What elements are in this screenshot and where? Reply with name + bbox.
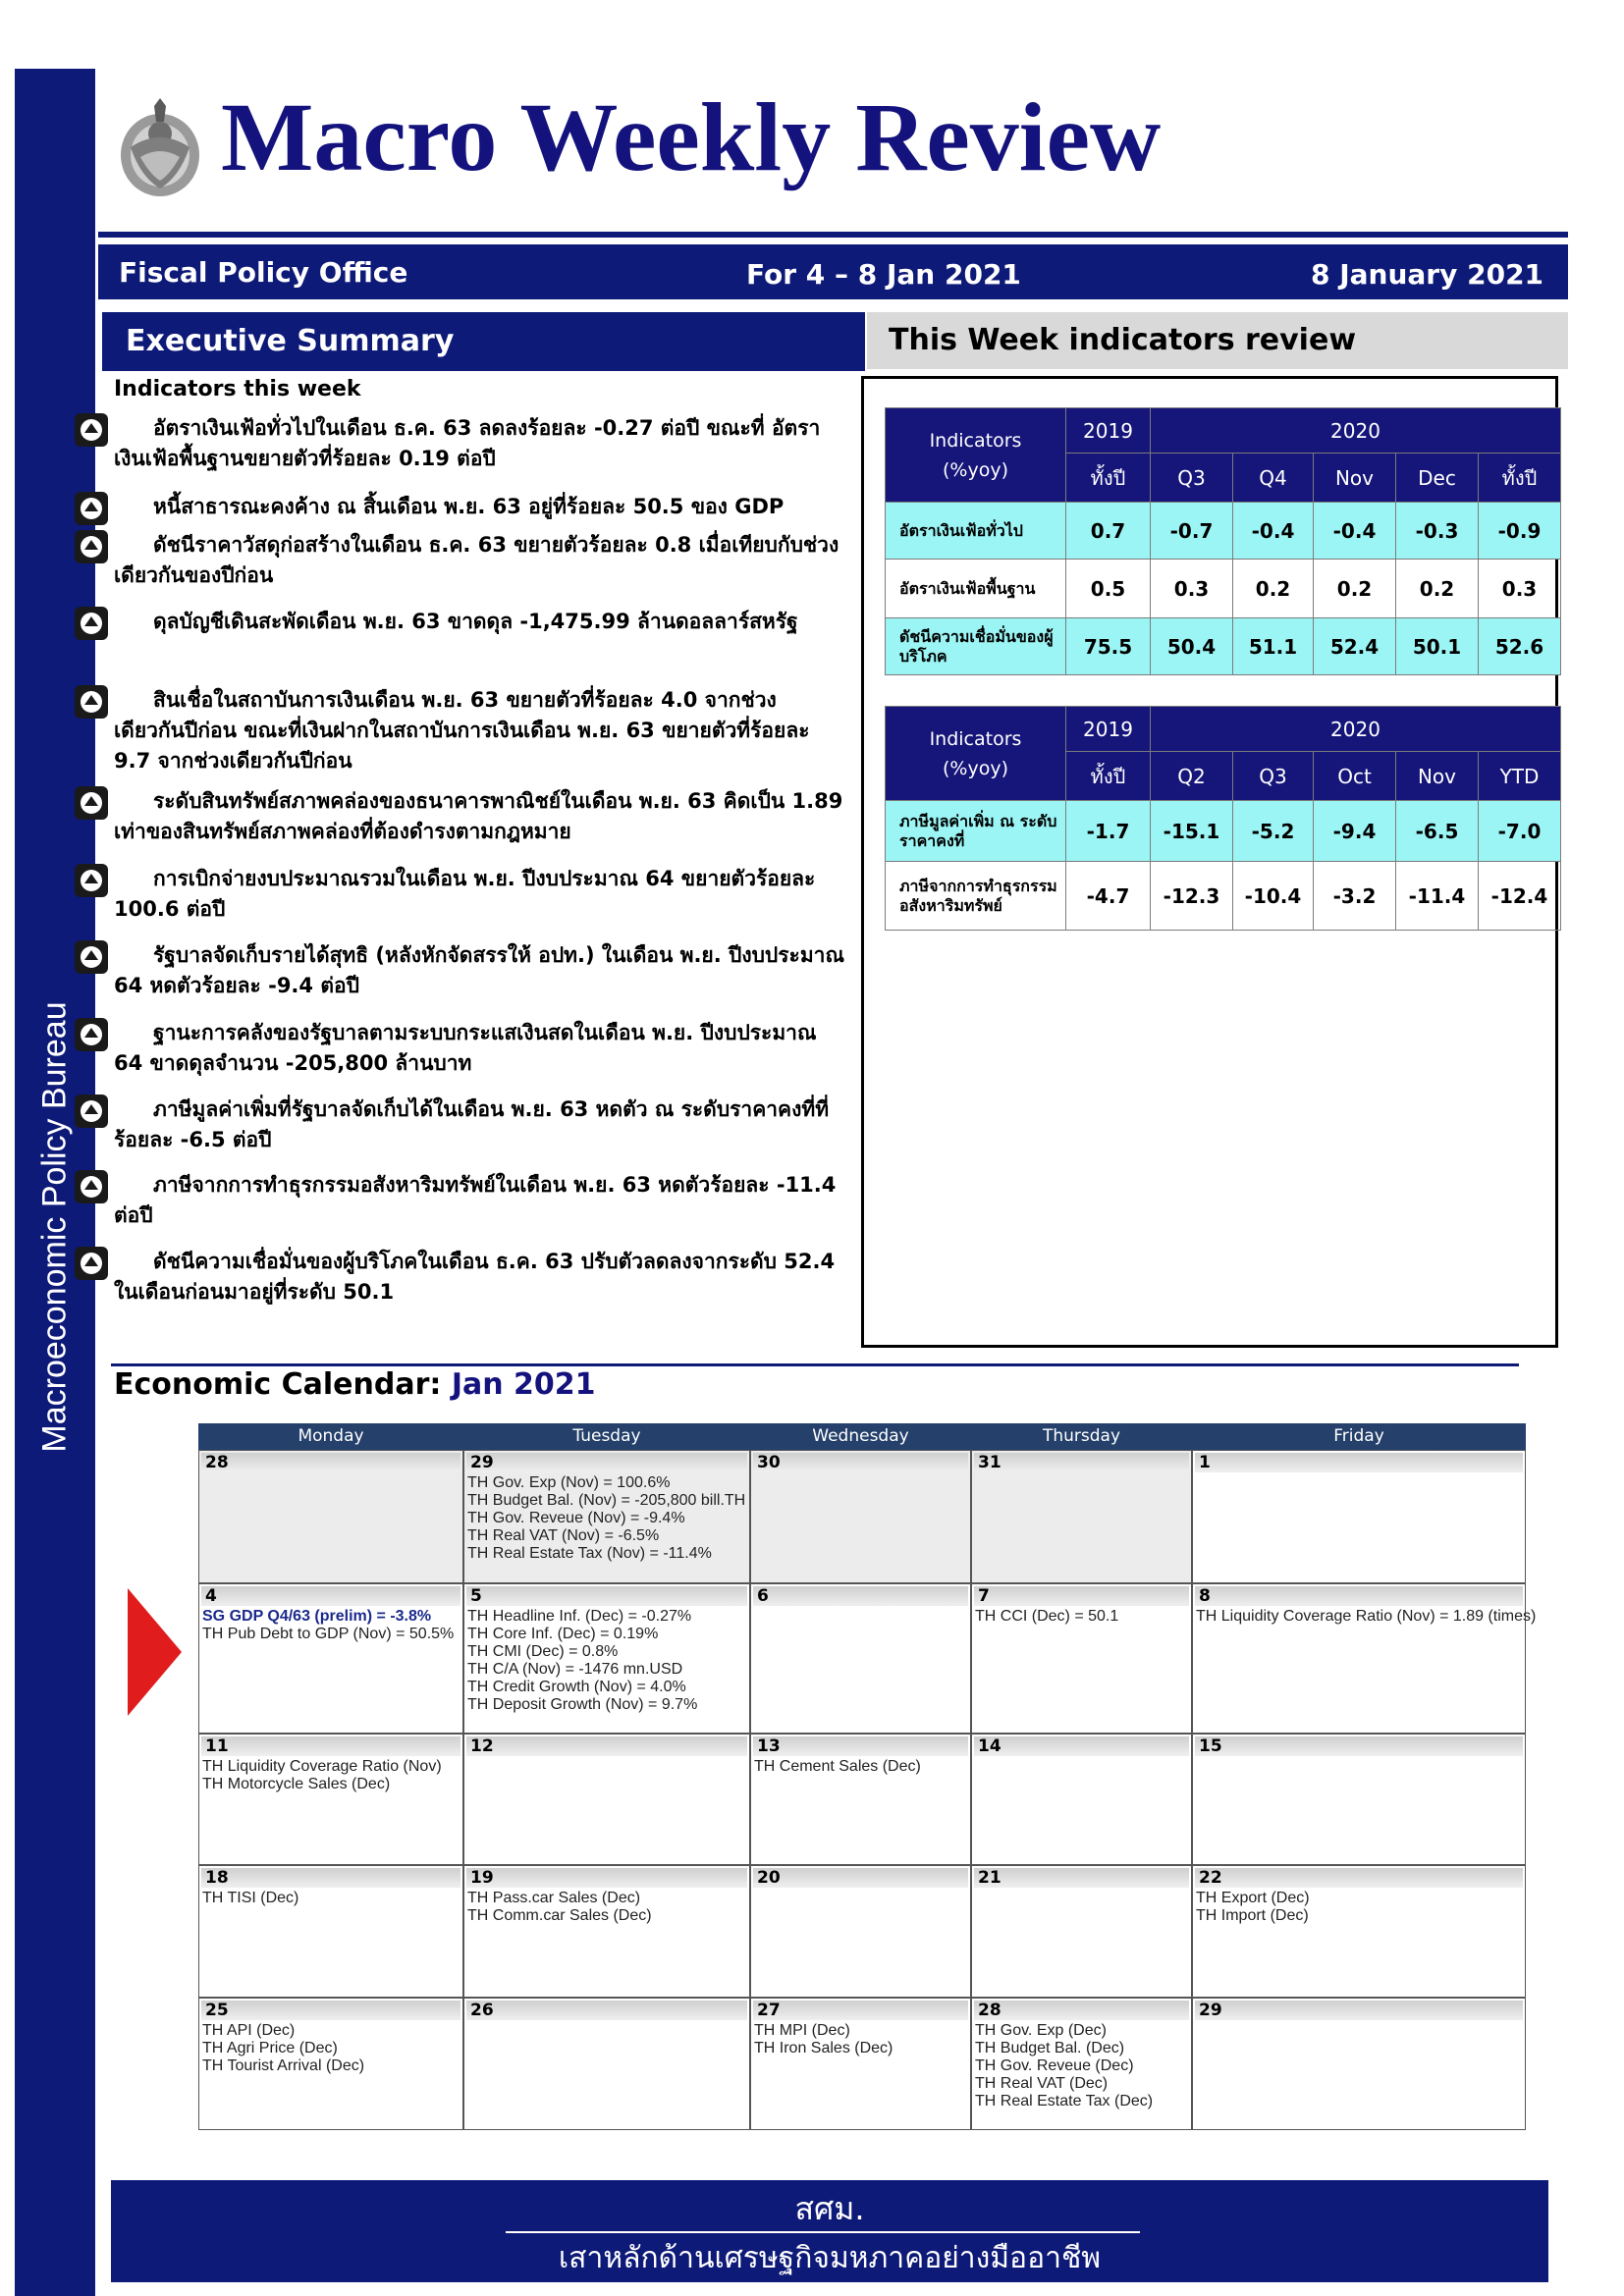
calendar-cell: [1192, 1865, 1526, 1998]
calendar-day-number: 1: [1195, 1453, 1523, 1472]
summary-bullet-text: อัตราเงินเฟ้อทั่วไปในเดือน ธ.ค. 63 ลดลงร้อยละ -0.27 ต่อปี ขณะที่ อัตราเงินเฟ้อพื้นฐานขยายตัวที่ร้อยละ 0.19 ต่อปี: [114, 416, 821, 470]
calendar-day-number: 21: [974, 1868, 1189, 1888]
year-header: 2019: [1066, 707, 1151, 752]
calendar-event: TH Gov. Exp (Nov) = 100.6%: [467, 1474, 671, 1491]
garuda-logo-icon: [111, 98, 209, 202]
calendar-cell: [750, 1583, 971, 1734]
calendar-event: TH Deposit Growth (Nov) = 9.7%: [467, 1696, 698, 1713]
table-cell: 51.1: [1233, 618, 1314, 675]
calendar-day-number: 28: [974, 2001, 1189, 2020]
calendar-day-number: 12: [466, 1736, 747, 1756]
calendar-event: TH Headline Inf. (Dec) = -0.27%: [467, 1608, 692, 1625]
current-week-arrow-icon: [128, 1588, 182, 1716]
calendar-event: TH Agri Price (Dec): [202, 2040, 338, 2056]
calendar-event: TH API (Dec): [202, 2022, 296, 2039]
calendar-event: TH Import (Dec): [1196, 1907, 1309, 1924]
calendar-event: TH Real VAT (Dec): [975, 2075, 1109, 2092]
calendar-cell: [463, 1734, 750, 1865]
calendar-event: TH TISI (Dec): [202, 1890, 299, 1906]
table-cell: 52.6: [1479, 618, 1561, 675]
calendar-event: TH Pass.car Sales (Dec): [467, 1890, 641, 1906]
summary-bullet-text: ระดับสินทรัพย์สภาพคล่องของธนาคารพาณิชย์ในเดือน พ.ย. 63 คิดเป็น 1.89 เท่าของสินทรัพย์สภาพคล่องที่ต้องดำรงตามกฎหมาย: [114, 789, 843, 843]
calendar-event: TH Gov. Exp (Dec): [975, 2022, 1107, 2039]
calendar-event: TH Liquidity Coverage Ratio (Nov) = 1.89 (times): [1196, 1608, 1537, 1625]
up-arrow-icon: [75, 607, 108, 640]
calendar-event: TH CMI (Dec) = 0.8%: [467, 1643, 619, 1660]
executive-summary-heading: Executive Summary: [102, 312, 865, 371]
calendar-title-month: Jan 2021: [451, 1367, 596, 1402]
calendar-event: TH Tourist Arrival (Dec): [202, 2057, 365, 2074]
table-cell: -0.9: [1479, 503, 1561, 560]
label-unit: (%yoy): [943, 757, 1008, 779]
table-cell: -0.3: [1396, 503, 1479, 560]
summary-bullet: [114, 530, 845, 591]
table-cell: -5.2: [1233, 801, 1314, 862]
calendar-event: TH MPI (Dec): [754, 2022, 850, 2039]
calendar-event: TH Budget Bal. (Nov) = -205,800 bill.TH: [467, 1492, 746, 1509]
calendar-cell: [750, 1734, 971, 1865]
calendar-cell: [1192, 1998, 1526, 2130]
period-header: Oct: [1314, 752, 1396, 801]
calendar-day-number: 6: [753, 1586, 968, 1606]
period-header: ทั้งปี: [1066, 752, 1151, 801]
period-header: YTD: [1479, 752, 1561, 801]
table-cell: 52.4: [1314, 618, 1396, 675]
calendar-event: TH C/A (Nov) = -1476 mn.USD: [467, 1661, 683, 1678]
calendar-event: TH Budget Bal. (Dec): [975, 2040, 1125, 2056]
period-header: Q4: [1233, 454, 1314, 503]
calendar-day-number: 20: [753, 1868, 968, 1888]
summary-bullet-text: ภาษีจากการทำธุรกรรมอสังหาริมทรัพย์ในเดือน พ.ย. 63 หดตัวร้อยละ -11.4 ต่อปี: [114, 1173, 837, 1227]
summary-bullet: [114, 1095, 845, 1155]
calendar-cell: [750, 1998, 971, 2130]
calendar-cell: [971, 1583, 1192, 1734]
period-header: Q3: [1233, 752, 1314, 801]
calendar-cell: [198, 1865, 463, 1998]
table-cell: -0.7: [1151, 503, 1233, 560]
calendar-cell: [971, 1450, 1192, 1583]
calendar-day-number: 30: [753, 1453, 968, 1472]
calendar-cell: [463, 1583, 750, 1734]
summary-bullet: [114, 607, 845, 637]
table-cell: -1.7: [1066, 801, 1151, 862]
calendar-cell: [198, 1450, 463, 1583]
footer-banner: [111, 2180, 1548, 2282]
summary-bullet-text: ดัชนีความเชื่อมั่นของผู้บริโภคในเดือน ธ.ค. 63 ปรับตัวลดลงจากระดับ 52.4 ในเดือนก่อนมาอยู่ที่ระดับ 50.1: [114, 1250, 836, 1304]
calendar-cell: [198, 1998, 463, 2130]
highlight-event: SG GDP Q4/63 (prelim) = -3.8%: [202, 1608, 432, 1625]
table-cell: -10.4: [1233, 862, 1314, 931]
footer-underline: [506, 2231, 1140, 2233]
calendar-title: [114, 1367, 596, 1402]
calendar-cell: [971, 1998, 1192, 2130]
indicators-review-heading: This Week indicators review: [867, 312, 1568, 369]
period-header: Nov: [1396, 752, 1479, 801]
summary-bullet: [114, 413, 845, 474]
calendar-day-number: 18: [201, 1868, 460, 1888]
label-line: Indicators: [929, 727, 1022, 750]
year-header: 2020: [1151, 408, 1561, 454]
calendar-event: TH Core Inf. (Dec) = 0.19%: [467, 1626, 659, 1642]
calendar-cell: [1192, 1450, 1526, 1583]
up-arrow-icon: [75, 685, 108, 719]
calendar-divider: [111, 1363, 1519, 1366]
calendar-cell: [971, 1865, 1192, 1998]
up-arrow-icon: [75, 1095, 108, 1128]
table-cell: -0.4: [1314, 503, 1396, 560]
indicators-table-1: [885, 407, 1561, 675]
summary-bullet: [114, 685, 845, 776]
calendar-event: TH Iron Sales (Dec): [754, 2040, 893, 2056]
table-cell: 50.4: [1151, 618, 1233, 675]
summary-bullet-text: ภาษีมูลค่าเพิ่มที่รัฐบาลจัดเก็บได้ในเดือน พ.ย. 63 หดตัว ณ ระดับราคาคงที่ที่ร้อยละ -6.5 ต่อปี: [114, 1097, 830, 1151]
up-arrow-icon: [75, 1247, 108, 1280]
summary-bullet-text: ดัชนีราคาวัสดุก่อสร้างในเดือน ธ.ค. 63 ขยายตัวร้อยละ 0.8 เมื่อเทียบกับช่วงเดียวกันของปีก่อน: [114, 533, 839, 587]
table-cell: 75.5: [1066, 618, 1151, 675]
calendar-cell: [463, 1865, 750, 1998]
day-header: Tuesday: [572, 1426, 641, 1446]
report-date: 8 January 2021: [1311, 258, 1544, 291]
calendar-day-number: 22: [1195, 1868, 1523, 1888]
calendar-day-number: 31: [974, 1453, 1189, 1472]
table-cell: -0.4: [1233, 503, 1314, 560]
calendar-day-number: 5: [466, 1586, 747, 1606]
table-cell: 0.2: [1233, 560, 1314, 618]
period-header: ทั้งปี: [1479, 454, 1561, 503]
calendar-day-number: 29: [1195, 2001, 1523, 2020]
table-cell: -3.2: [1314, 862, 1396, 931]
table-cell: -7.0: [1479, 801, 1561, 862]
year-header: 2020: [1151, 707, 1561, 752]
day-header: Friday: [1333, 1426, 1384, 1446]
table-cell: 0.2: [1314, 560, 1396, 618]
table-row: [886, 560, 1561, 618]
row-label: อัตราเงินเฟ้อพื้นฐาน: [886, 560, 1066, 618]
indicators-label-header: [886, 707, 1066, 801]
calendar-day-number: 15: [1195, 1736, 1523, 1756]
up-arrow-icon: [75, 492, 108, 525]
row-label: ดัชนีความเชื่อมั่นของผู้บริโภค: [886, 618, 1066, 675]
table-cell: -11.4: [1396, 862, 1479, 931]
calendar-day-number: 8: [1195, 1586, 1523, 1606]
table-cell: 0.2: [1396, 560, 1479, 618]
calendar-day-number: 19: [466, 1868, 747, 1888]
up-arrow-icon: [75, 1018, 108, 1051]
calendar-event: TH Real Estate Tax (Nov) = -11.4%: [467, 1545, 712, 1562]
table-cell: -9.4: [1314, 801, 1396, 862]
table-cell: 50.1: [1396, 618, 1479, 675]
calendar-day-number: 26: [466, 2001, 747, 2020]
calendar-day-number: 25: [201, 2001, 460, 2020]
calendar-day-number: 14: [974, 1736, 1189, 1756]
day-header: Wednesday: [812, 1426, 909, 1446]
calendar-event: TH Motorcycle Sales (Dec): [202, 1776, 391, 1792]
table-cell: -12.3: [1151, 862, 1233, 931]
calendar-event: TH Export (Dec): [1196, 1890, 1310, 1906]
up-arrow-icon: [75, 530, 108, 563]
up-arrow-icon: [75, 940, 108, 974]
table-cell: -15.1: [1151, 801, 1233, 862]
sidebar-label: Macroeconomic Policy Bureau: [35, 1001, 74, 1453]
calendar-event: TH Gov. Reveue (Dec): [975, 2057, 1134, 2074]
calendar-event: TH Real Estate Tax (Dec): [975, 2093, 1154, 2109]
up-arrow-icon: [75, 864, 108, 897]
summary-bullet-text: รัฐบาลจัดเก็บรายได้สุทธิ (หลังหักจัดสรรให้ อปท.) ในเดือน พ.ย. ปีงบประมาณ 64 หดตัวร้อยละ -9.4 ต่อปี: [114, 943, 844, 997]
table-cell: 0.3: [1479, 560, 1561, 618]
period-header: ทั้งปี: [1066, 454, 1151, 503]
calendar-day-number: 11: [201, 1736, 460, 1756]
header-divider: [98, 232, 1568, 238]
up-arrow-icon: [75, 413, 108, 447]
day-header: Monday: [298, 1426, 364, 1446]
calendar-event: TH Gov. Reveue (Nov) = -9.4%: [467, 1510, 685, 1526]
summary-bullet-text: ฐานะการคลังของรัฐบาลตามระบบกระแสเงินสดในเดือน พ.ย. ปีงบประมาณ 64 ขาดดุลจำนวน -205,800 ล้านบาท: [114, 1021, 817, 1075]
calendar-cell: [750, 1865, 971, 1998]
table-row: [886, 503, 1561, 560]
calendar-day-number: 28: [201, 1453, 460, 1472]
table-cell: -12.4: [1479, 862, 1561, 931]
calendar-event: [202, 1608, 431, 1626]
footer-slogan: เสาหลักด้านเศรษฐกิจมหภาคอย่างมืออาชีพ: [558, 2241, 1102, 2275]
calendar-day-number: 27: [753, 2001, 968, 2020]
table-cell: -6.5: [1396, 801, 1479, 862]
calendar-cell: [463, 1450, 750, 1583]
calendar-day-number: 13: [753, 1736, 968, 1756]
up-arrow-icon: [75, 1170, 108, 1203]
summary-bullet-text: หนี้สาธารณะคงค้าง ณ สิ้นเดือน พ.ย. 63 อยู่ที่ร้อยละ 50.5 ของ GDP: [153, 495, 785, 518]
calendar-day-number: 4: [201, 1586, 460, 1606]
calendar-cell: [198, 1583, 463, 1734]
office-name: Fiscal Policy Office: [119, 256, 408, 289]
indicators-subheading: Indicators this week: [114, 377, 361, 401]
label-line: Indicators: [929, 429, 1022, 452]
indicators-label-header: [886, 408, 1066, 503]
period-header: Q3: [1151, 454, 1233, 503]
table-cell: 0.3: [1151, 560, 1233, 618]
calendar-cell: [198, 1734, 463, 1865]
table-row: [886, 862, 1561, 931]
summary-bullet: [114, 1170, 845, 1231]
calendar-event: TH Liquidity Coverage Ratio (Nov): [202, 1758, 442, 1775]
summary-bullet-text: ดุลบัญชีเดินสะพัดเดือน พ.ย. 63 ขาดดุล -1,475.99 ล้านดอลลาร์สหรัฐ: [153, 610, 798, 633]
summary-bullet: [114, 1247, 845, 1308]
calendar-event: TH Real VAT (Nov) = -6.5%: [467, 1527, 660, 1544]
table-cell: -4.7: [1066, 862, 1151, 931]
calendar-day-number: 29: [466, 1453, 747, 1472]
row-label: ภาษีมูลค่าเพิ่ม ณ ระดับราคาคงที่: [886, 801, 1066, 862]
calendar-cell: [1192, 1583, 1537, 1734]
page-title: Macro Weekly Review: [221, 82, 1162, 191]
calendar-title-prefix: Economic Calendar:: [114, 1367, 442, 1402]
summary-bullet: [114, 492, 845, 522]
calendar-day-header: [198, 1423, 1526, 1450]
calendar-event: TH Pub Debt to GDP (Nov) = 50.5%: [202, 1626, 455, 1642]
calendar-cell: [750, 1450, 971, 1583]
calendar-cell: [1192, 1734, 1526, 1865]
indicators-table-2: [885, 706, 1561, 931]
table-row: [886, 618, 1561, 675]
period-header: Dec: [1396, 454, 1479, 503]
up-arrow-icon: [75, 786, 108, 820]
day-header: Thursday: [1042, 1426, 1121, 1446]
calendar-event: TH Comm.car Sales (Dec): [467, 1907, 652, 1924]
summary-bullet: [114, 786, 845, 847]
calendar-day-number: 7: [974, 1586, 1189, 1606]
summary-bullet: [114, 1018, 845, 1079]
row-label: ภาษีจากการทำธุรกรรมอสังหาริมทรัพย์: [886, 862, 1066, 931]
table-cell: 0.5: [1066, 560, 1151, 618]
period-header: Q2: [1151, 752, 1233, 801]
table-cell: 0.7: [1066, 503, 1151, 560]
table-row: [886, 801, 1561, 862]
summary-bullet-text: การเบิกจ่ายงบประมาณรวมในเดือน พ.ย. ปีงบประมาณ 64 ขยายตัวร้อยละ 100.6 ต่อปี: [114, 867, 816, 921]
label-unit: (%yoy): [943, 458, 1008, 481]
calendar-cell: [971, 1734, 1192, 1865]
header-banner: [98, 244, 1568, 299]
footer-org: สศม.: [794, 2190, 865, 2227]
year-header: 2019: [1066, 408, 1151, 454]
calendar-cell: [463, 1998, 750, 2130]
report-period: For 4 – 8 Jan 2021: [746, 258, 1021, 291]
calendar-event: TH Cement Sales (Dec): [754, 1758, 921, 1775]
summary-bullet: [114, 940, 845, 1001]
summary-bullet: [114, 864, 845, 925]
period-header: Nov: [1314, 454, 1396, 503]
calendar-event: TH CCI (Dec) = 50.1: [975, 1608, 1119, 1625]
row-label: อัตราเงินเฟ้อทั่วไป: [886, 503, 1066, 560]
calendar-event: TH Credit Growth (Nov) = 4.0%: [467, 1679, 686, 1695]
summary-bullet-text: สินเชื่อในสถาบันการเงินเดือน พ.ย. 63 ขยายตัวที่ร้อยละ 4.0 จากช่วงเดียวกันปีก่อน ขณะที่เงินฝากในสถาบันการเงินเดือน พ.ย. 63 ขยายตัวที่ร้อยละ 9.7 จากช่วงเดียวกันปีก่อน: [114, 688, 810, 773]
